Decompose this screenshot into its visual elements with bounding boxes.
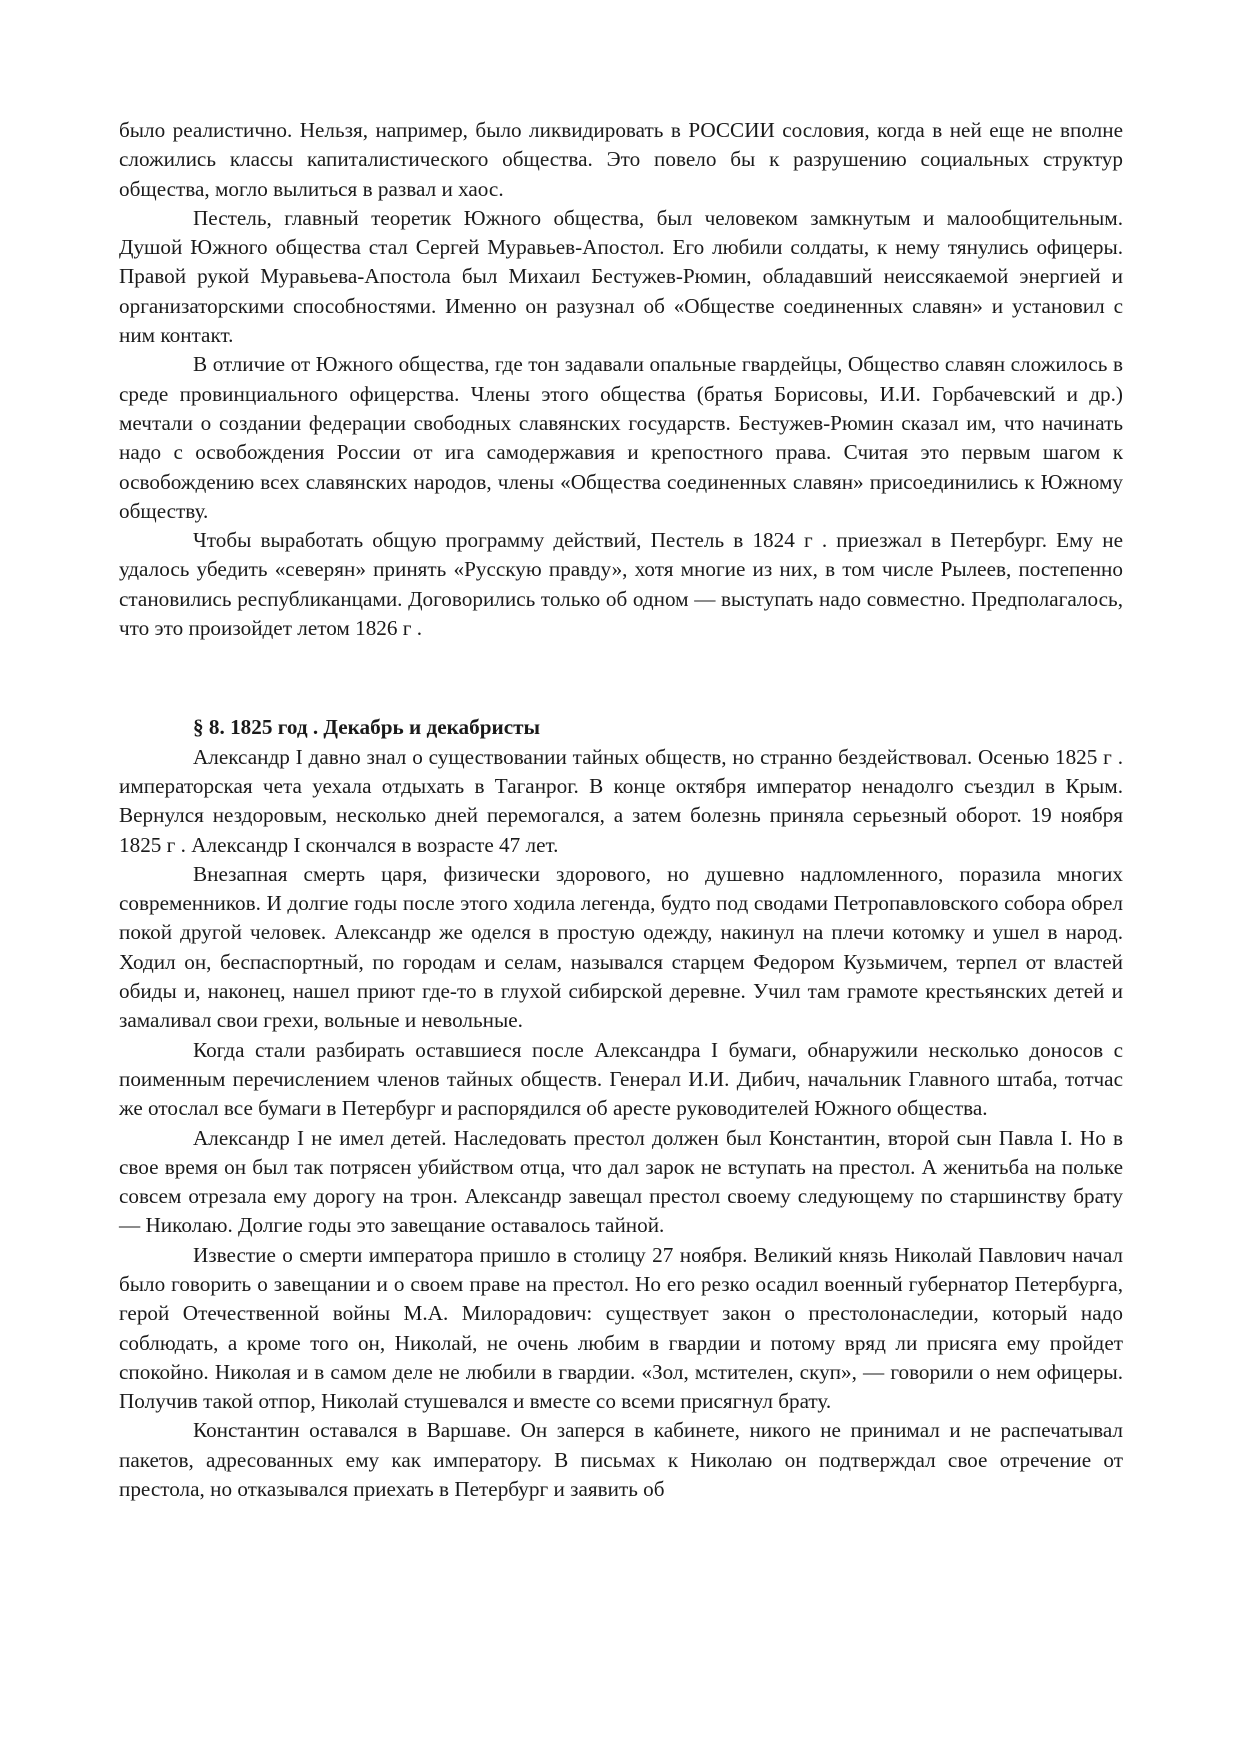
- paragraph: Пестель, главный теоретик Южного общества, был человеком замкнутым и малообщительным. Душой Южного общества стал Сергей Муравьев-Апостол. Его любили солдаты, к нему тянулись офицеры. Правой рукой Муравьева-Апостола был Михаил Бестужев-Рюмин, обладавший неиссякаемой энергией и организаторскими способностями. Именно он разузнал об «Обществе соединенных славян» и установил с ним контакт.: [119, 205, 1123, 348]
- section-spacer: [119, 643, 1123, 713]
- paragraph: Внезапная смерть царя, физически здорового, но душевно надломленного, поразила многих современников. И долгие годы после этого ходила легенда, будто под сводами Петропавловского собора обрел покой другой человек. Александр же оделся в простую одежду, накинул на плечи котомку и ушел в народ. Ходил он, беспаспортный, по городам и селам, назывался старцем Федором Кузьмичем, терпел от властей обиды и, наконец, нашел приют где-то в глухой сибирской деревне. Учил там грамоте крестьянских детей и замаливал свои грехи, вольные и невольные.: [119, 861, 1123, 1033]
- paragraph: Чтобы выработать общую программу действий, Пестель в 1824 г . приезжал в Петербург. Ему не удалось убедить «северян» принять «Русскую правду», хотя многие из них, в том числе Рылеев, постепенно становились республиканцами. Договорились только об одном — выступать надо совместно. Предполагалось, что это произойдет летом 1826 г .: [119, 528, 1123, 641]
- paragraph: Александр I не имел детей. Наследовать престол должен был Константин, второй сын Павла I. Но в свое время он был так потрясен убийством отца, что дал зарок не вступать на престол. А женитьба на польке совсем отрезала ему дорогу на трон. Александр завещал престол своему следующему по старшинству брату — Николаю. Долгие годы это завещание оставалось тайной.: [119, 1125, 1123, 1238]
- paragraph: Известие о смерти императора пришло в столицу 27 ноября. Великий князь Николай Павлович начал было говорить о завещании и о своем праве на престол. Но его резко осадил военный губернатор Петербурга, герой Отечественной войны М.А. Милорадович: существует закон о престолонаследии, который надо соблюдать, а кроме того он, Николай, не очень любим в гвардии и потому вряд ли присяга ему пройдет спокойно. Николая и в самом деле не любили в гвардии. «Зол, мстителен, скуп», — говорили о нем офицеры. Получив такой отпор, Николай стушевался и вместе со всеми присягнул брату.: [119, 1242, 1123, 1414]
- paragraph: Константин оставался в Варшаве. Он заперся в кабинете, никого не принимал и не распечатывал пакетов, адресованных ему как императору. В письмах к Николаю он подтверждал свое отречение от престола, но отказывался приехать в Петербург и заявить об: [119, 1418, 1123, 1502]
- paragraph: Александр I давно знал о существовании тайных обществ, но странно бездействовал. Осенью 1825 г . императорская чета уехала отдыхать в Таганрог. В конце октября император ненадолго съездил в Крым. Вернулся нездоровым, несколько дней перемогался, а затем болезнь приняла серьезный оборот. 19 ноября 1825 г . Александр I скончался в возрасте 47 лет.: [119, 744, 1123, 857]
- document-page: [119, 116, 1123, 1504]
- paragraph: В отличие от Южного общества, где тон задавали опальные гвардейцы, Общество славян сложилось в среде провинциального офицерства. Члены этого общества (братья Борисовы, И.И. Горбачевский и др.) мечтали о создании федерации свободных славянских государств. Бестужев-Рюмин сказал им, что начинать надо с освобождения России от ига самодержавия и крепостного права. Считая это первым шагом к освобождению всех славянских народов, члены «Общества соединенных славян» присоединились к Южному обществу.: [119, 352, 1123, 523]
- paragraph: Когда стали разбирать оставшиеся после Александра I бумаги, обнаружили несколько доносов с поименным перечислением членов тайных обществ. Генерал И.И. Дибич, начальник Главного штаба, тотчас же отослал все бумаги в Петербург и распорядился об аресте руководителей Южного общества.: [119, 1037, 1123, 1121]
- paragraph: было реалистично. Нельзя, например, было ликвидировать в РОССИИ сословия, когда в ней еще не вполне сложились классы капиталистического общества. Это повело бы к разрушению социальных структур общества, могло вылиться в развал и хаос.: [119, 118, 1123, 201]
- section-heading: § 8. 1825 год . Декабрь и декабристы: [193, 715, 541, 740]
